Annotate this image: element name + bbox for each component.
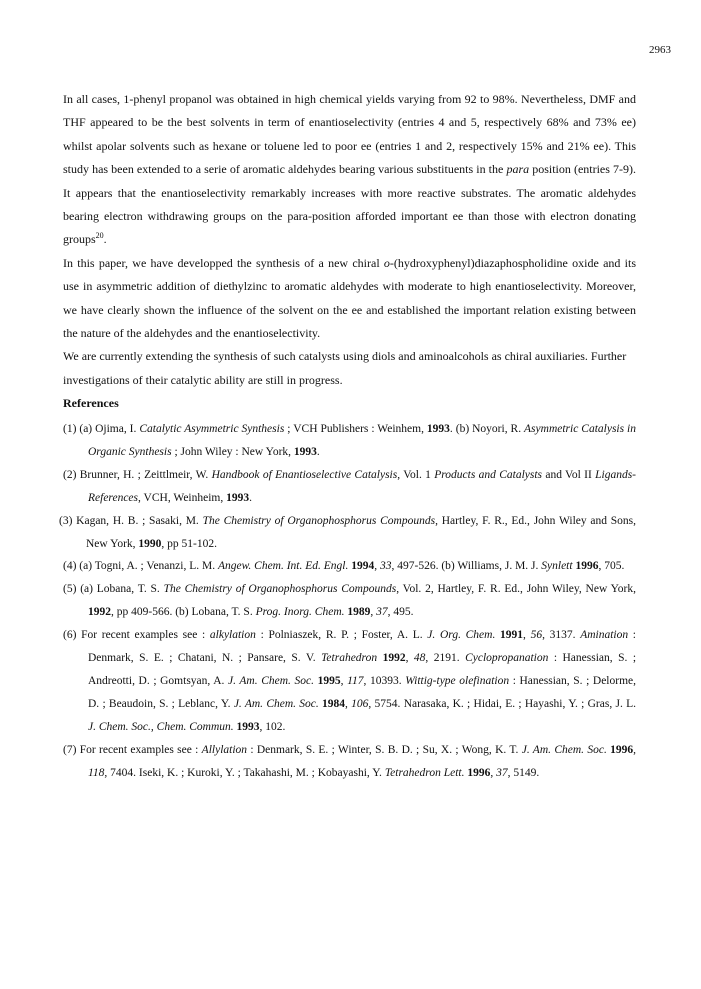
body-text [63, 88, 636, 392]
reference-2: (2) Brunner, H. ; Zeittlmeir, W. Handbook of Enantioselective Catalysis, Vol. 1 Products and Catalysts and Vol II Ligands-References, VCH, Weinheim, 1993. [63, 468, 637, 504]
paragraph-outlook: We are currently extending the synthesis of such catalysts using diols and aminoalcohols as chiral auxiliaries. Further investigations of their catalytic ability are still in progress. [63, 349, 627, 387]
citation-superscript: 20 [95, 231, 104, 241]
paragraph-conclusion: In this paper, we have developped the synthesis of a new chiral o-(hydroxyphenyl)diazaphospholidine oxide and its use in asymmetric addition of diethylzinc to aromatic aldehydes with moderate to high enantioselectivity. Moreover, we have clearly shown the influence of the solvent on the ee and established the important relation existing between the nature of the aldehydes and the enantioselectivity. [63, 255, 636, 341]
reference-list [59, 418, 637, 785]
reference-4: (4) (a) Togni, A. ; Venanzi, L. M. Angew. Chem. Int. Ed. Engl. 1994, 33, 497-526. (b) Williams, J. M. J. Synlett 1996, 705. [63, 560, 625, 573]
reference-1: (1) (a) Ojima, I. Catalytic Asymmetric Synthesis ; VCH Publishers : Weinhem, 1993. (b) Noyori, R. Asymmetric Catalysis in Organic Synthesis ; John Wiley : New York, 1993. [63, 423, 636, 458]
reference-3: (3) Kagan, H. B. ; Sasaki, M. The Chemistry of Organophosphorus Compounds, Hartley, F. R., Ed., John Wiley and Sons, New York, 1990, pp 51-102. [59, 514, 636, 550]
paragraph-results: In all cases, 1-phenyl propanol was obtained in high chemical yields varying from 92 to 98%. Nevertheless, DMF and THF appeared to be the best solvents in term of enantioselectivity (entries 4 and 5, respectively 68% and 73% ee) whilst apolar solvents such as hexane or toluene led to poor ee (entries 1 and 2, respectively 15% and 21% ee). This study has been extended to a serie of aromatic aldehydes bearing various substituents in the para position (entries 7-9). It appears that the enantioselectivity remarkably increases with more reactive substrates. The aromatic aldehydes bearing electron withdrawing groups on the para-position afforded important ee than those with electron donating groups$^{20}$. [63, 92, 636, 247]
references-heading: References [63, 396, 119, 410]
reference-6: (6) For recent examples see : alkylation : Polniaszek, R. P. ; Foster, A. L. J. Org. Chem. 1991, 56, 3137. Amination : Denmark, S. E. ; Chatani, N. ; Pansare, S. V. Tetrahedron 1992, 48, 2191. Cyclopropanation : Hanessian, S. ; Andreotti, D. ; Gomtsyan, A. J. Am. Chem. Soc. 1995, 117, 10393. Wittig-type olefination : Hanessian, S. ; Delorme, D. ; Beaudoin, S. ; Leblanc, Y. J. Am. Chem. Soc. 1984, 106, 5754. Narasaka, K. ; Hidai, E. ; Hayashi, Y. ; Gras, J. L. J. Chem. Soc., Chem. Commun. 1993, 102. [63, 629, 637, 733]
reference-7: (7) For recent examples see : Allylation : Denmark, S. E. ; Winter, S. B. D. ; Su, X. ; Wong, K. T. J. Am. Chem. Soc. 1996, 118, 7404. Iseki, K. ; Kuroki, Y. ; Takahashi, M. ; Kobayashi, Y. Tetrahedron Lett. 1996, 37, 5149. [63, 743, 637, 779]
reference-5: (5) (a) Lobana, T. S. The Chemistry of Organophosphorus Compounds, Vol. 2, Hartley, F. R. Ed., John Wiley, New York, 1992, pp 409-566. (b) Lobana, T. S. Prog. Inorg. Chem. 1989, 37, 495. [63, 583, 636, 619]
page-number: 2963 [649, 44, 671, 56]
